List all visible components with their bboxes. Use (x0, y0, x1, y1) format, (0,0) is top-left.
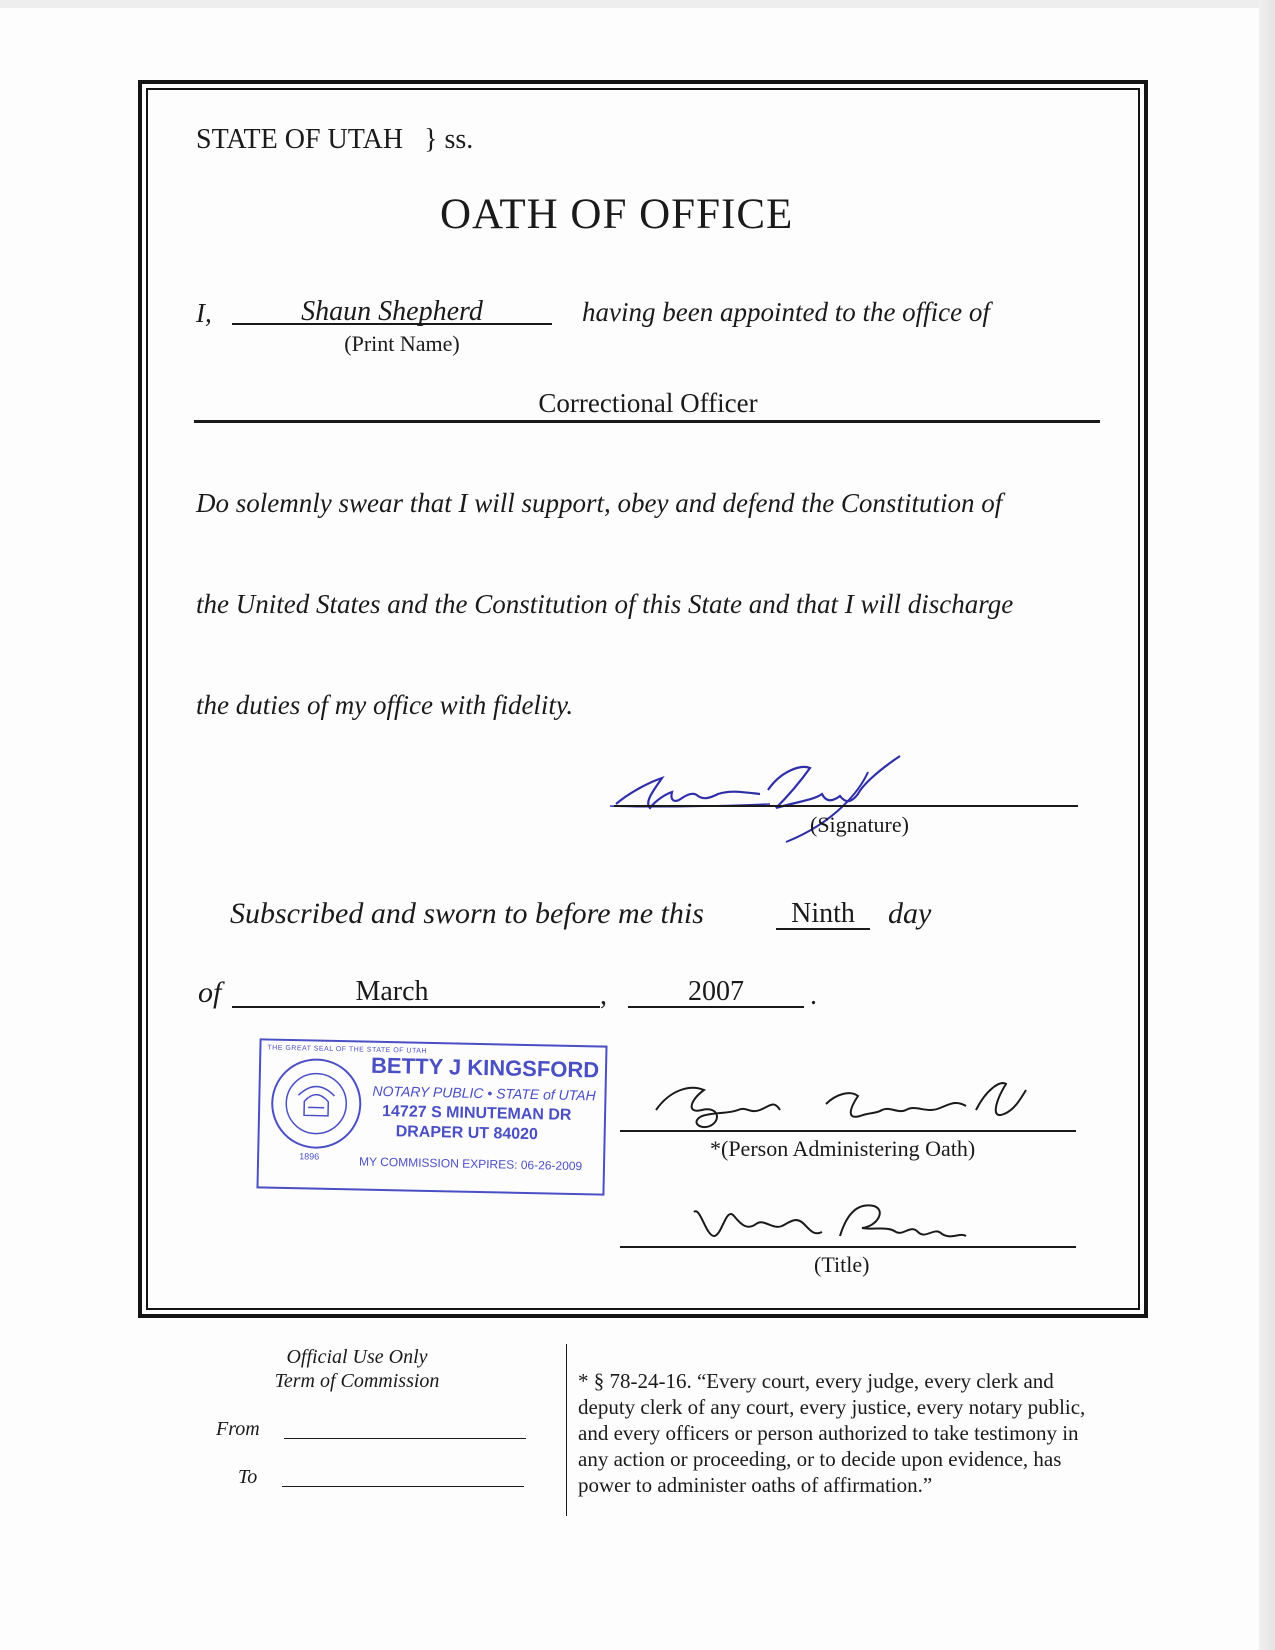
office-value: Correctional Officer (538, 388, 758, 418)
notary-line-3: DRAPER UT 84020 (395, 1123, 539, 1144)
seal-text: THE GREAT SEAL OF THE STATE OF UTAH (267, 1044, 428, 1055)
scan-right-edge (1259, 0, 1275, 1650)
of-word: of (198, 976, 222, 1009)
signature-caption: (Signature) (810, 812, 909, 837)
to-label: To (238, 1466, 258, 1488)
notary-name: BETTY J KINGSFORD (370, 1052, 600, 1083)
footnote-line-1: * § 78-24-16. “Every court, every judge, every clerk and (578, 1369, 1054, 1393)
scan-top-edge (0, 0, 1275, 8)
document-title: OATH OF OFFICE (440, 191, 794, 238)
oath-line-1: Do solemnly swear that I will support, obey and defend the Constitution of (196, 488, 1003, 518)
footnote-line-2: deputy clerk of any court, every justice, every notary public, (578, 1395, 1086, 1419)
administrator-caption: *(Person Administering Oath) (710, 1136, 976, 1161)
subscribed-text: Subscribed and sworn to before me this (230, 897, 704, 930)
print-name-value: Shaun Shepherd (301, 296, 483, 327)
year-value: 2007 (688, 976, 744, 1007)
footnote-line-5: power to administer oaths of affirmation.” (578, 1473, 933, 1497)
date-comma: , (600, 980, 607, 1011)
month-value: March (355, 976, 429, 1007)
signature-line (614, 805, 1078, 807)
notary-line-1: NOTARY PUBLIC • STATE of UTAH (372, 1082, 596, 1104)
appointed-text: having been appointed to the office of (582, 297, 990, 327)
notary-line-2: 14727 S MINUTEMAN DR (381, 1102, 572, 1124)
title-line (620, 1246, 1076, 1248)
state-heading (196, 124, 473, 156)
official-use-heading: Official Use Only (286, 1346, 428, 1368)
state-seal-icon (267, 1055, 365, 1153)
print-name-caption: (Print Name) (344, 331, 460, 356)
statute-footnote (578, 1368, 1085, 1498)
date-period: . (810, 980, 817, 1011)
to-field-line[interactable] (282, 1486, 524, 1487)
administrator-line (620, 1130, 1076, 1132)
venue-ss: } ss. (424, 124, 474, 155)
prefix-i: I, (196, 298, 212, 328)
notary-stamp (256, 1038, 607, 1195)
state-name: STATE OF UTAH (196, 124, 404, 155)
title-caption: (Title) (814, 1252, 870, 1277)
oath-line-3: the duties of my office with fidelity. (196, 690, 574, 720)
from-label: From (216, 1418, 260, 1440)
seal-year: 1896 (299, 1151, 320, 1162)
term-of-commission-heading: Term of Commission (274, 1370, 440, 1392)
office-underline (194, 420, 1100, 423)
oath-line-2: the United States and the Constitution of this State and that I will discharge (196, 589, 1014, 619)
footnote-line-3: and every officers or person authorized to take testimony in (578, 1421, 1079, 1445)
notary-commission: MY COMMISSION EXPIRES: 06-26-2009 (358, 1154, 583, 1174)
footer-divider (566, 1344, 567, 1516)
day-value: Ninth (791, 898, 855, 929)
day-word: day (888, 897, 932, 930)
footnote-line-4: any action or proceeding, or to decide upon evidence, has (578, 1447, 1062, 1471)
from-field-line[interactable] (284, 1438, 526, 1439)
